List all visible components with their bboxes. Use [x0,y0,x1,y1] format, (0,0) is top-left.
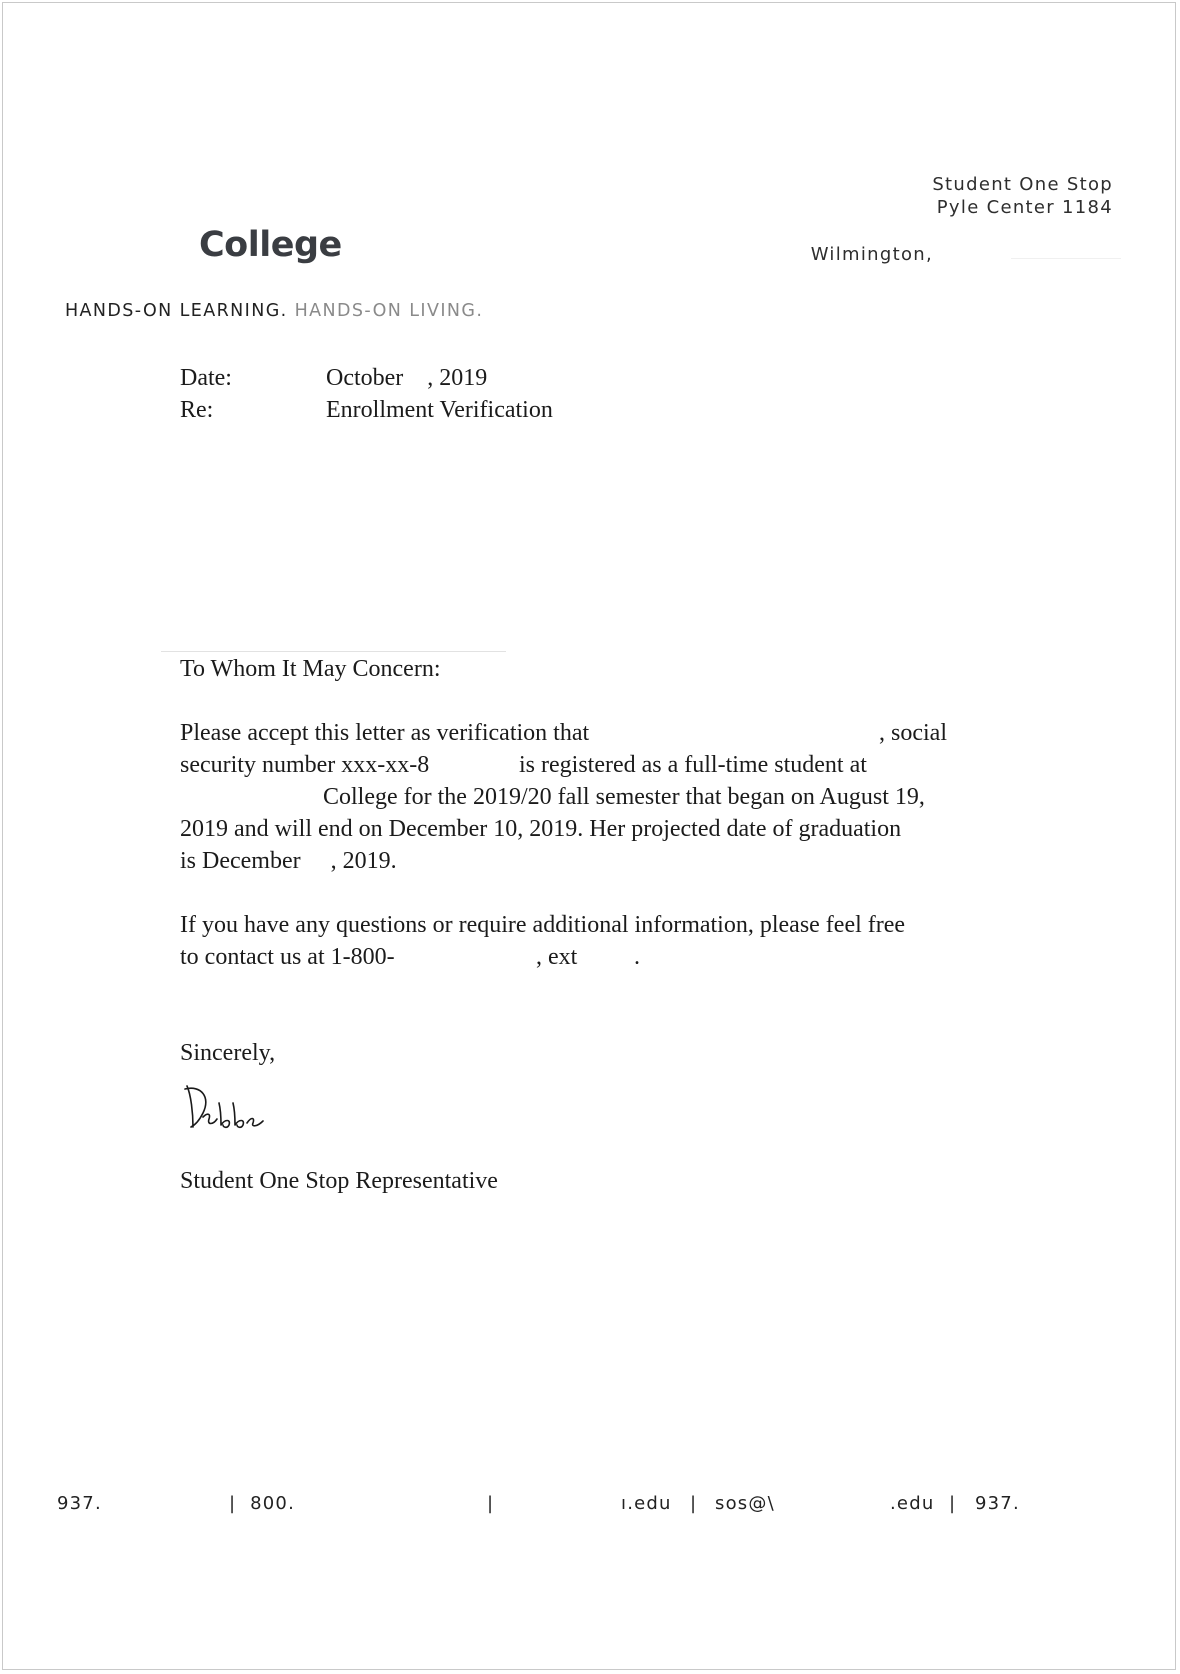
tagline-dark: HANDS-ON LEARNING. [65,301,288,321]
salutation: To Whom It May Concern: [180,656,441,682]
scan-line [161,651,506,652]
footer-website: ı.edu [621,1493,672,1514]
p2-line-2a: to contact us at 1-800- [180,944,395,970]
date-value: October , 2019 [326,365,488,391]
re-value: Enrollment Verification [326,397,553,423]
footer-phone-2: | 800. [229,1493,295,1514]
closing: Sincerely, [180,1040,276,1066]
footer-phone-3: 937. [975,1493,1020,1514]
footer-separator: | [949,1493,957,1514]
p1-line-2b: is registered as a full-time student at [519,752,867,778]
redaction-mark [1011,258,1121,259]
footer-separator: | [487,1493,495,1514]
p1-line-4: 2019 and will end on December 10, 2019. Her projected date of graduation [180,816,902,842]
p2-line-2b: , ext [536,944,578,970]
p1-line-3: College for the 2019/20 fall semester that began on August 19, [323,784,925,810]
re-label: Re: [180,397,214,423]
footer-phone-1: 937. [57,1493,102,1514]
p1-line-5: is December , 2019. [180,848,397,874]
p1-line-1b: , social [879,720,947,746]
tagline [65,301,483,321]
address-line-office: Student One Stop [932,174,1113,195]
date-label: Date: [180,365,232,391]
signer-title: Student One Stop Representative [180,1168,498,1194]
tagline-light: HANDS-ON LIVING. [294,301,484,321]
p1-line-2a: security number xxx-xx-8 [180,752,430,778]
address-line-city: Wilmington, [810,244,933,265]
handwritten-signature [181,1083,271,1133]
p2-line-2c: . [634,944,640,970]
address-line-building: Pyle Center 1184 [936,197,1113,218]
footer-email-domain: .edu [890,1493,935,1514]
letter-page [2,2,1176,1670]
p2-line-1: If you have any questions or require additional information, please feel free [180,912,906,938]
footer-email: sos@\ [715,1493,775,1514]
footer-separator: | [690,1493,698,1514]
college-logo-text: College [199,225,342,265]
p1-line-1a: Please accept this letter as verification that [180,720,590,746]
